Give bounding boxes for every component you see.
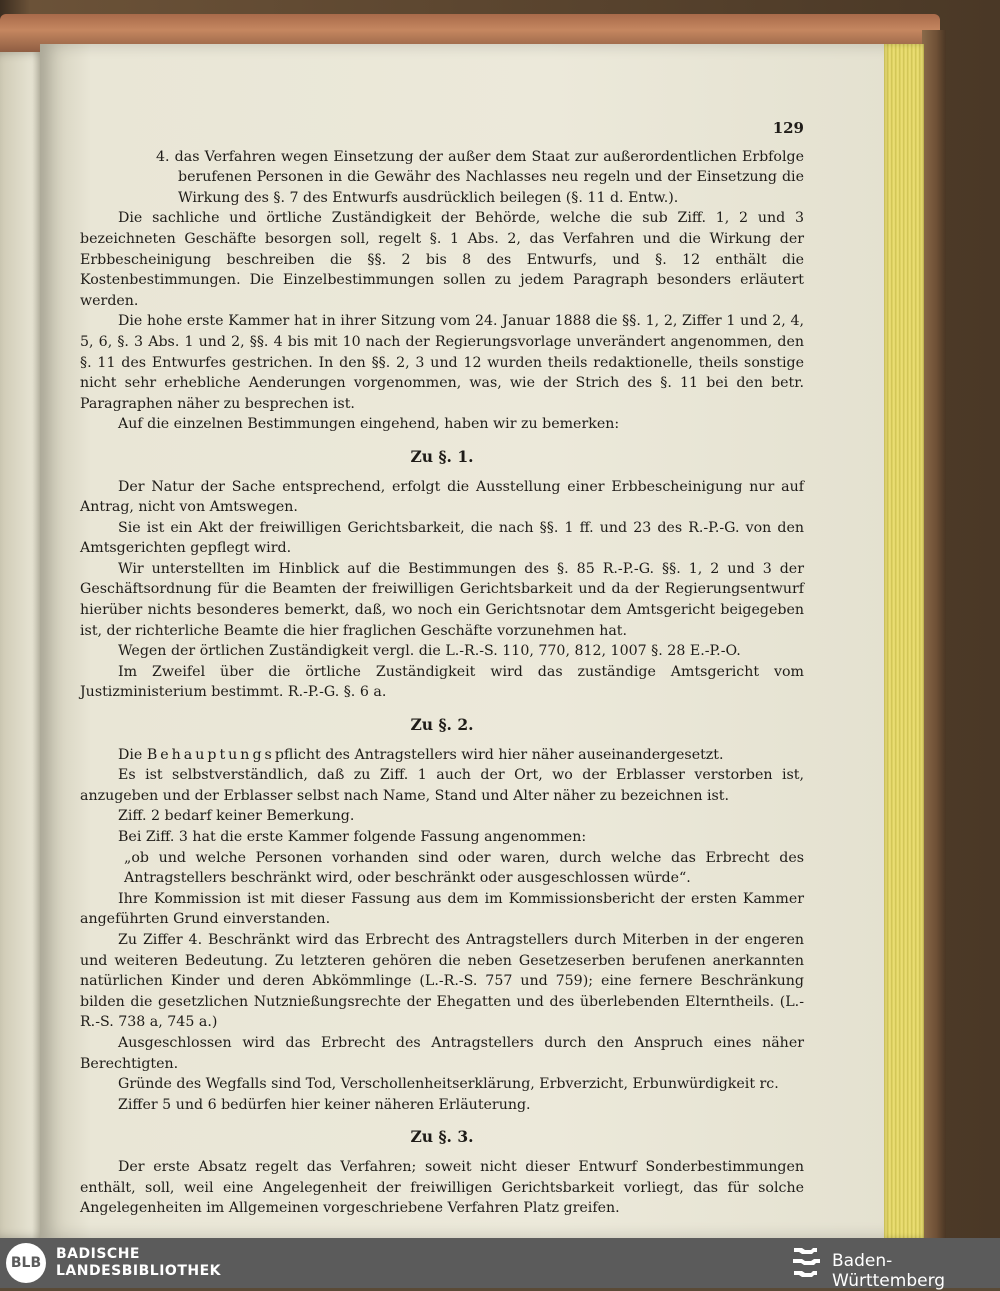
gilt-page-edges — [884, 44, 924, 1238]
paragraph-post: pflicht des Antragstellers wird hier näher auseinandergesetzt. — [274, 746, 724, 763]
paragraph — [80, 745, 804, 766]
book-cover-edge — [922, 30, 946, 1238]
paragraph: Im Zweifel über die örtliche Zuständigkeit wird das zuständige Amtsgericht vom Justizministerium bestimmt. R.-P.-G. §. 6 a. — [80, 663, 804, 701]
section-heading: Zu §. 3. — [410, 1127, 474, 1147]
paragraph: Ausgeschlossen wird das Erbrecht des Antragstellers durch den Anspruch eines näher Berechtigten. — [80, 1034, 804, 1072]
paragraph: Die sachliche und örtliche Zuständigkeit der Behörde, welche die sub Ziff. 1, 2 und 3 bezeichneten Geschäfte besorgen soll, regelt §. 1 Abs. 2, das Verfahren und die Wirkung der Erbbescheinigung beschreiben die §§. 2 bis 8 des Entwurfs, und §. 12 enthält die Kostenbestimmungen. Die Einzelbestimmungen sollen zu jedem Paragraph besonders erläutert werden. — [80, 210, 804, 309]
paragraph: 4. das Verfahren wegen Einsetzung der außer dem Staat zur außerordentlichen Erbfolge berufenen Personen in die Gewähr des Nachlasses neu regeln und der Einsetzung die Wirkung des §. 7 des Entwurfs ausdrücklich beilegen (§. 11 d. Entw.). — [156, 148, 804, 206]
paragraph: Bei Ziff. 3 hat die erste Kammer folgende Fassung angenommen: — [118, 829, 587, 845]
paragraph: Der Natur der Sache entsprechend, erfolgt die Ausstellung einer Erbbescheinigung nur auf Antrag, nicht von Amtswegen. — [80, 478, 804, 516]
section-heading: Zu §. 1. — [410, 446, 474, 466]
quotation: „ob und welche Personen vorhanden sind oder waren, durch welche das Erbrecht des Antragstellers beschränkt wird, oder beschränkt oder ausgeschlossen würde“. — [124, 849, 804, 887]
state-name[interactable]: Baden-Württemberg — [832, 1251, 946, 1291]
paragraph: Sie ist ein Akt der freiwilligen Gerichtsbarkeit, die nach §§. 1 ff. und 23 des R.-P.-G. von den Amtsgerichten gepflegt wird. — [80, 519, 804, 557]
paragraph: Es ist selbstverständlich, daß zu Ziff. 1 auch der Ort, wo der Erblasser verstorben ist, anzugeben und der Erblasser selbst nach Name, Stand und Alter näher zu bezeichnen ist. — [80, 767, 804, 804]
blb-logo[interactable]: BLB — [6, 1243, 46, 1283]
paragraph: Der erste Absatz regelt das Verfahren; soweit nicht dieser Entwurf Sonderbestimmungen enthält, soll, weil eine Angelegenheit der freiwilligen Gerichtsbarkeit vorliegt, das für solche Angelegenheiten im Allgemeinen vorgeschriebene Verfahren Platz greifen. — [80, 1158, 804, 1217]
page-number: 129 — [772, 119, 804, 137]
paragraph: Wir unterstellten im Hinblick auf die Bestimmungen des §. 85 R.-P.-G. §§. 1, 2 und 3 der Geschäftsordnung für die Beamten der freiwilligen Gerichtsbarkeit und da der Regierungsentwurf hierüber nichts besonderes bemerkt, daß, wo noch ein Gerichtsnotar dem Amtsgericht beigegeben ist, der richterliche Beamte die hier fraglichen Geschäfte vorzunehmen hat. — [80, 560, 804, 639]
paragraph: Ziff. 2 bedarf keiner Bemerkung. — [118, 808, 355, 825]
paragraph: Auf die einzelnen Bestimmungen eingehend, haben wir zu bemerken: — [118, 416, 620, 433]
spaced-emphasis: Behauptungs — [146, 746, 275, 763]
paragraph: Die hohe erste Kammer hat in ihrer Sitzung vom 24. Januar 1888 die §§. 1, 2, Ziffer 1 und 2, 4, 5, 6, §. 3 Abs. 1 und 2, §§. 4 bis mit 10 nach der Regierungsvorlage unverändert angenommen, den §. 11 des Entwurfes gestrichen. In den §§. 2, 3 und 12 wurden theils redaktionelle, theils sonstige nicht sehr erhebliche Aenderungen vorgenommen, was, wie der Strich des §. 11 bei den betr. Paragraphen näher zu besprechen ist. — [80, 313, 804, 412]
page-text — [80, 118, 804, 1219]
paragraph: Ihre Kommission ist mit dieser Fassung aus dem im Kommissionsbericht der ersten Kammer angeführten Grund einverstanden. — [80, 890, 804, 928]
paragraph: Gründe des Wegfalls sind Tod, Verschollenheitserklärung, Erbverzicht, Erbunwürdigkeit rc. — [118, 1076, 779, 1093]
footer-bar — [0, 1238, 1000, 1291]
library-name[interactable] — [56, 1246, 221, 1280]
paragraph-pre: Die — [118, 746, 147, 763]
paragraph: Wegen der örtlichen Zuständigkeit vergl. die L.-R.-S. 110, 770, 812, 1007 §. 28 E.-P.-O. — [118, 643, 741, 660]
section-heading: Zu §. 2. — [410, 715, 474, 735]
lions-coat-of-arms-icon — [790, 1245, 824, 1281]
paragraph: Ziffer 5 und 6 bedürfen hier keiner näheren Erläuterung. — [118, 1096, 531, 1113]
library-name-line1: BADISCHE — [56, 1246, 140, 1262]
paragraph: Zu Ziffer 4. Beschränkt wird das Erbrecht des Antragstellers durch Miterben in der engeren und weiteren Bedeutung. Zu letzteren gehören die neben Gesetzeserben berufenen anerkannten natürlichen Kinder und deren Abkömmlinge (L.-R.-S. 757 und 759); eine fernere Beschränkung bilden die gesetzlichen Nutznießungsrechte der Ehegatten und des überlebenden Elterntheils. (L.-R.-S. 738 a, 745 a.) — [80, 931, 804, 1031]
library-name-line2: LANDESBIBLIOTHEK — [56, 1263, 222, 1279]
